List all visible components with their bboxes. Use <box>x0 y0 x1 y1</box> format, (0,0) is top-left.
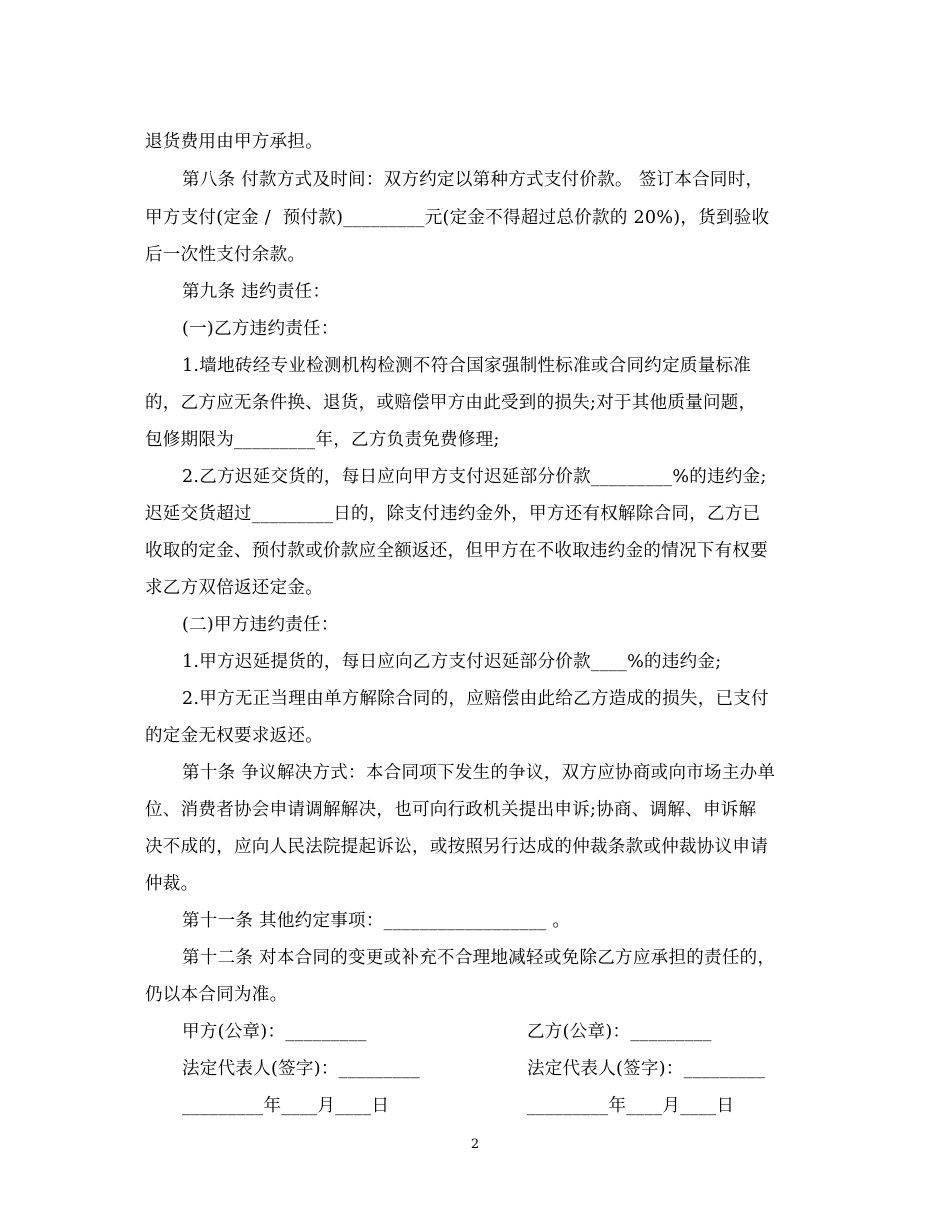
clause-b1-line: 包修期限为_________年，乙方负责免费修理; <box>145 430 500 450</box>
clause-b2-line: 求乙方双倍返还定金。 <box>145 578 323 598</box>
article-9-heading: 第九条 违约责任： <box>182 282 331 302</box>
clause-b1-line: 的，乙方应无条件换、退货，或赔偿甲方由此受到的损失;对于其他质量问题， <box>145 393 757 413</box>
page-number: 2 <box>470 1137 480 1152</box>
article-10-line: 仲裁。 <box>145 874 199 894</box>
article-8-line: 甲方支付(定金 / 预付款)_________元(定金不得超过总价款的 20%)，货到验收 <box>145 208 770 228</box>
article-11-line: 第十一条 其他约定事项：__________________ 。 <box>182 911 571 931</box>
party-a-date: _________年____月____日 <box>182 1096 390 1116</box>
clause-a2-line: 2.甲方无正当理由单方解除合同的，应赔偿由此给乙方造成的损失，已支付 <box>182 689 769 709</box>
clause-a1-line: 1.甲方迟延提货的，每日应向乙方支付迟延部分价款____%的违约金; <box>182 652 722 672</box>
section-party-a-breach: (二)甲方违约责任： <box>182 615 339 635</box>
party-b-date: _________年____月____日 <box>527 1096 735 1116</box>
clause-b2-line: 迟延交货超过_________日的，除支付违约金外，甲方还有权解除合同，乙方已 <box>145 504 761 524</box>
party-a-representative: 法定代表人(签字)：_________ <box>182 1059 421 1079</box>
article-10-line: 决不成的，应向人民法院提起诉讼，或按照另行达成的仲裁条款或仲裁协议申请 <box>145 837 768 857</box>
article-10-line: 第十条 争议解决方式：本合同项下发生的争议，双方应协商或向市场主办单 <box>182 763 776 783</box>
paragraph-line: 退货费用由甲方承担。 <box>145 132 323 152</box>
article-8-line: 第八条 付款方式及时间：双方约定以第种方式支付价款。 签订本合同时， <box>182 170 764 190</box>
article-12-line: 仍以本合同为准。 <box>145 985 288 1005</box>
article-10-line: 位、消费者协会申请调解解决，也可向行政机关提出申诉;协商、调解、申诉解 <box>145 800 757 820</box>
article-12-line: 第十二条 对本合同的变更或补充不合理地减轻或免除乙方应承担的责任的， <box>182 948 776 968</box>
section-party-b-breach: (一)乙方违约责任： <box>182 319 339 339</box>
party-b-representative: 法定代表人(签字)：_________ <box>527 1059 766 1079</box>
clause-a2-line: 的定金无权要求返还。 <box>145 726 323 746</box>
party-b-seal: 乙方(公章)：_________ <box>527 1022 712 1042</box>
clause-b2-line: 2.乙方迟延交货的，每日应向甲方支付迟延部分价款_________%的违约金; <box>182 467 767 487</box>
clause-b2-line: 收取的定金、预付款或价款应全额返还，但甲方在不收取违约金的情况下有权要 <box>145 541 768 561</box>
party-a-seal: 甲方(公章)：_________ <box>182 1022 367 1042</box>
clause-b1-line: 1.墙地砖经专业检测机构检测不符合国家强制性标准或合同约定质量标准 <box>182 356 752 376</box>
article-8-line: 后一次性支付余款。 <box>145 245 306 265</box>
